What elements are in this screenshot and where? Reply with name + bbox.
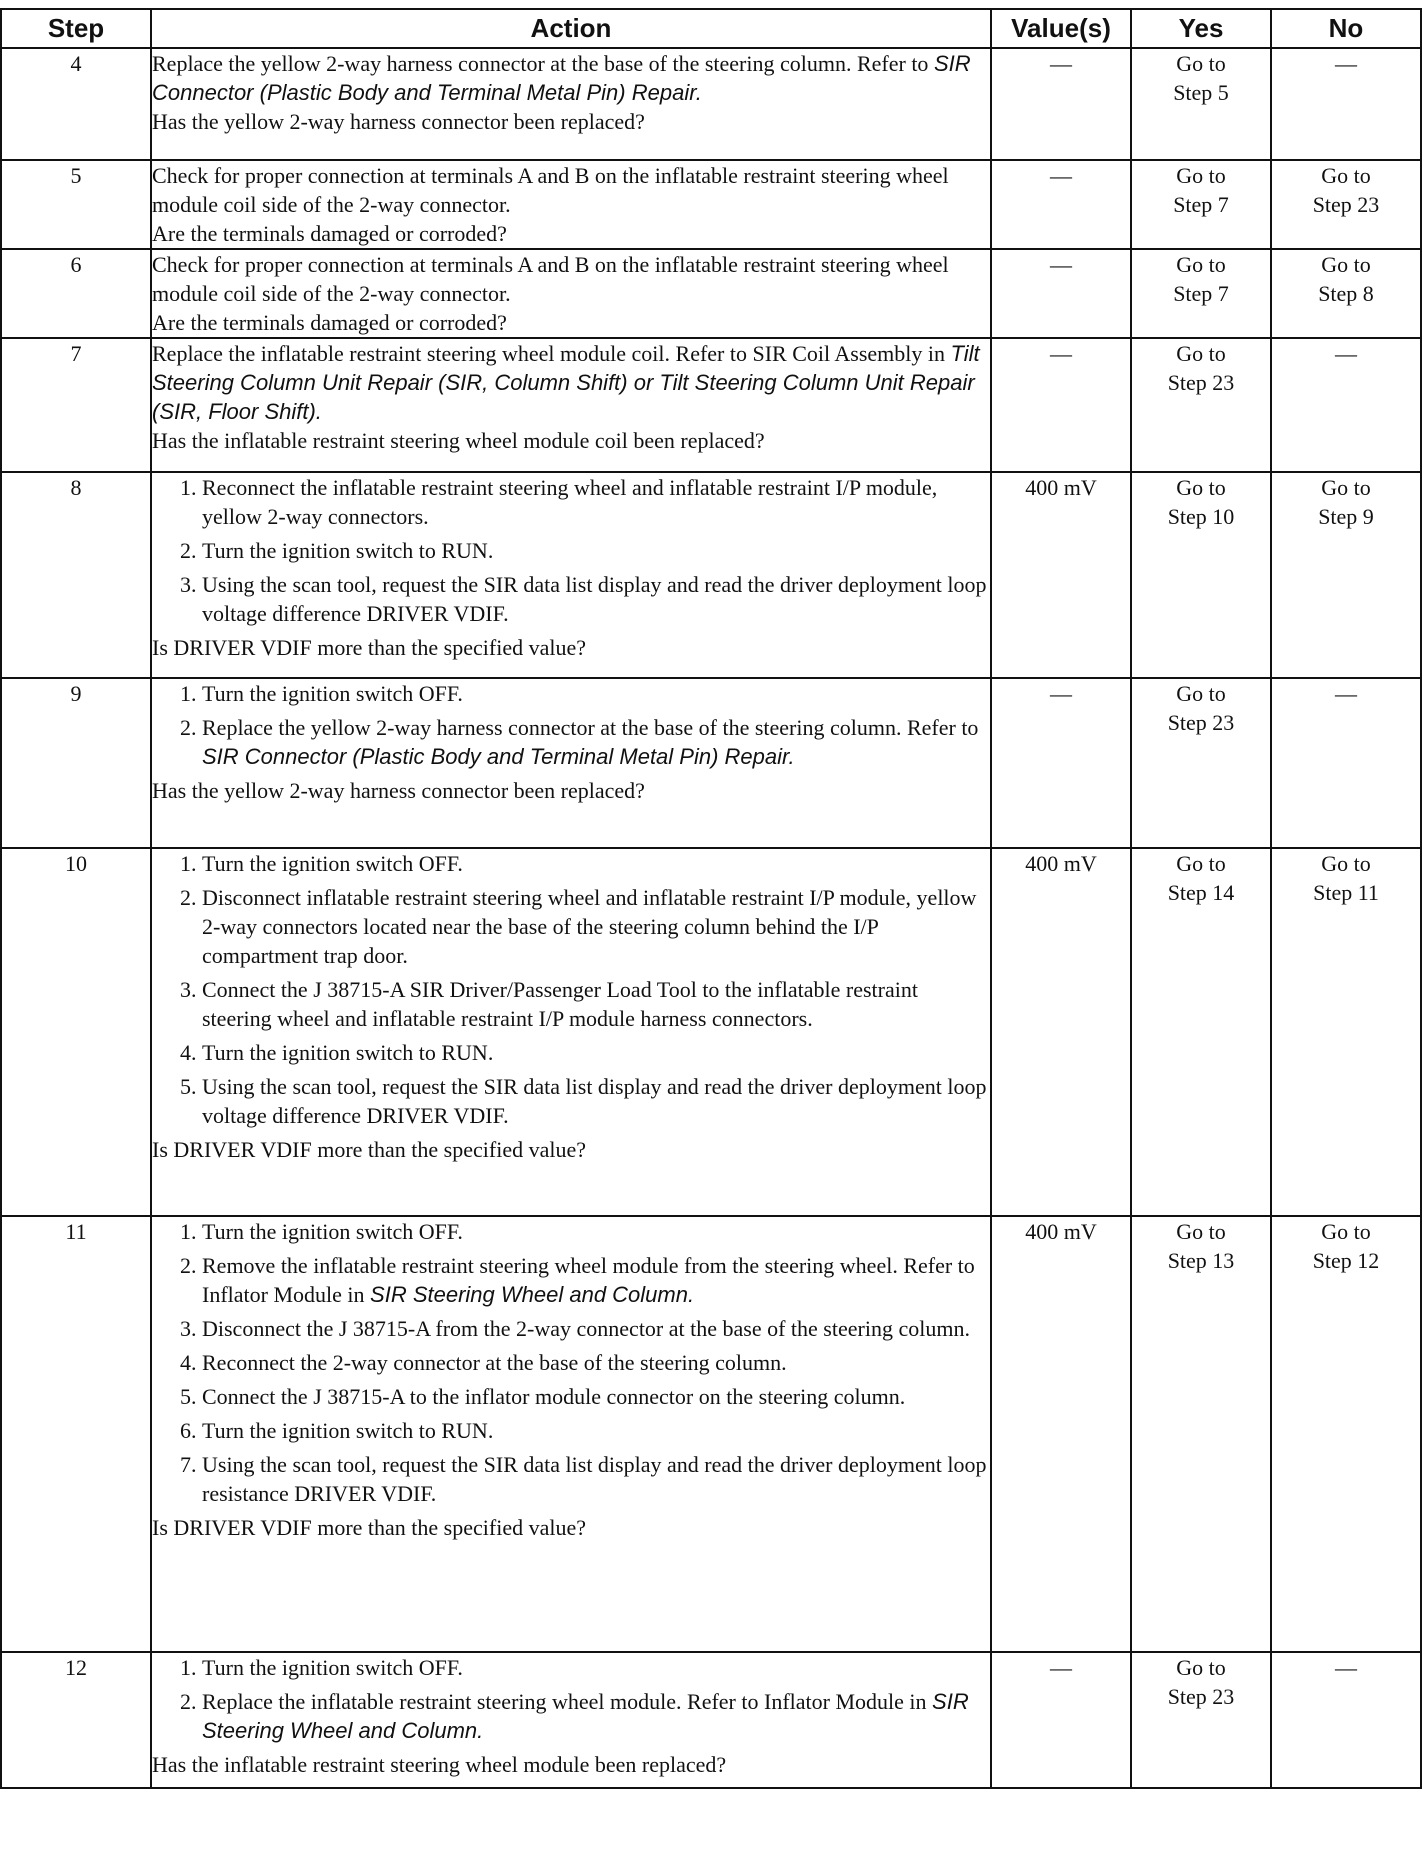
yes-cell: Go to Step 13 bbox=[1131, 1216, 1271, 1652]
yes-cell: Go to Step 7 bbox=[1131, 160, 1271, 249]
question-text: Has the inflatable restraint steering wheel module coil been replaced? bbox=[152, 428, 765, 453]
value-cell: — bbox=[991, 338, 1131, 472]
substep-item: 4. Reconnect the 2-way connector at the base of the steering column. bbox=[202, 1348, 990, 1377]
question-text: Has the inflatable restraint steering wheel module been replaced? bbox=[152, 1752, 727, 1777]
reference-link: SIR Steering Wheel and Column. bbox=[202, 1689, 969, 1743]
value-cell: 400 mV bbox=[991, 848, 1131, 1216]
question-text: Has the yellow 2-way harness connector been replaced? bbox=[152, 109, 645, 134]
reference-link: SIR Steering Wheel and Column. bbox=[370, 1282, 695, 1307]
substep-item: 3. Connect the J 38715-A SIR Driver/Passenger Load Tool to the inflatable restraint steering wheel and inflatable restraint I/P module harness connectors. bbox=[202, 975, 990, 1033]
question-text: Has the yellow 2-way harness connector been replaced? bbox=[152, 778, 645, 803]
reference-link: SIR Connector (Plastic Body and Terminal Metal Pin) Repair. bbox=[202, 744, 795, 769]
table-row bbox=[1, 338, 1421, 472]
substep-item: 6. Turn the ignition switch to RUN. bbox=[202, 1416, 990, 1445]
substep-item: 2. Replace the inflatable restraint steering wheel module. Refer to Inflator Module in SIR Steering Wheel and Column. bbox=[202, 1687, 990, 1745]
table-row bbox=[1, 1216, 1421, 1652]
step-number: 10 bbox=[1, 848, 151, 1216]
value-cell: 400 mV bbox=[991, 1216, 1131, 1652]
substep-list bbox=[152, 1217, 990, 1508]
value-cell: 400 mV bbox=[991, 472, 1131, 678]
action-cell bbox=[151, 848, 991, 1216]
no-cell: — bbox=[1271, 338, 1421, 472]
question-text: Is DRIVER VDIF more than the specified value? bbox=[152, 1137, 586, 1162]
action-text: Check for proper connection at terminals A and B on the inflatable restraint steering wheel module coil side of the 2-way connector. bbox=[152, 252, 949, 306]
no-cell: Go to Step 9 bbox=[1271, 472, 1421, 678]
value-cell: — bbox=[991, 678, 1131, 848]
header-values: Value(s) bbox=[991, 9, 1131, 48]
no-cell: Go to Step 11 bbox=[1271, 848, 1421, 1216]
header-yes: Yes bbox=[1131, 9, 1271, 48]
header-no: No bbox=[1271, 9, 1421, 48]
step-number: 9 bbox=[1, 678, 151, 848]
question-text: Are the terminals damaged or corroded? bbox=[152, 310, 507, 335]
substep-list bbox=[152, 473, 990, 628]
substep-item: 1. Reconnect the inflatable restraint steering wheel and inflatable restraint I/P module, yellow 2-way connectors. bbox=[202, 473, 990, 531]
table-row bbox=[1, 160, 1421, 249]
step-number: 11 bbox=[1, 1216, 151, 1652]
no-cell: Go to Step 23 bbox=[1271, 160, 1421, 249]
action-cell bbox=[151, 48, 991, 160]
substep-item: 3. Using the scan tool, request the SIR data list display and read the driver deployment loop voltage difference DRIVER VDIF. bbox=[202, 570, 990, 628]
action-cell bbox=[151, 249, 991, 338]
substep-item: 3. Disconnect the J 38715-A from the 2-way connector at the base of the steering column. bbox=[202, 1314, 990, 1343]
substep-item: 7. Using the scan tool, request the SIR data list display and read the driver deployment loop resistance DRIVER VDIF. bbox=[202, 1450, 990, 1508]
yes-cell: Go to Step 5 bbox=[1131, 48, 1271, 160]
yes-cell: Go to Step 14 bbox=[1131, 848, 1271, 1216]
value-cell: — bbox=[991, 160, 1131, 249]
no-cell: Go to Step 8 bbox=[1271, 249, 1421, 338]
header-step: Step bbox=[1, 9, 151, 48]
no-cell: Go to Step 12 bbox=[1271, 1216, 1421, 1652]
substep-item: 2. Disconnect inflatable restraint steering wheel and inflatable restraint I/P module, yellow 2-way connectors located near the base of the steering column behind the I/P compartment trap door. bbox=[202, 883, 990, 970]
substep-item: 1. Turn the ignition switch OFF. bbox=[202, 1653, 990, 1682]
table-row bbox=[1, 1652, 1421, 1788]
step-number: 7 bbox=[1, 338, 151, 472]
yes-cell: Go to Step 23 bbox=[1131, 338, 1271, 472]
step-number: 6 bbox=[1, 249, 151, 338]
step-number: 4 bbox=[1, 48, 151, 160]
table-row bbox=[1, 678, 1421, 848]
value-cell: — bbox=[991, 1652, 1131, 1788]
substep-item: 2. Replace the yellow 2-way harness connector at the base of the steering column. Refer to SIR Connector (Plastic Body and Terminal Metal Pin) Repair. bbox=[202, 713, 990, 771]
header-action: Action bbox=[151, 9, 991, 48]
substep-item: 1. Turn the ignition switch OFF. bbox=[202, 849, 990, 878]
diagnostic-steps-table bbox=[0, 8, 1422, 1789]
table-row bbox=[1, 472, 1421, 678]
question-text: Are the terminals damaged or corroded? bbox=[152, 221, 507, 246]
action-cell bbox=[151, 1652, 991, 1788]
yes-cell: Go to Step 23 bbox=[1131, 678, 1271, 848]
action-text: Check for proper connection at terminals A and B on the inflatable restraint steering wheel module coil side of the 2-way connector. bbox=[152, 163, 949, 217]
value-cell: — bbox=[991, 48, 1131, 160]
action-cell bbox=[151, 472, 991, 678]
action-cell bbox=[151, 678, 991, 848]
yes-cell: Go to Step 10 bbox=[1131, 472, 1271, 678]
substep-item: 5. Connect the J 38715-A to the inflator module connector on the steering column. bbox=[202, 1382, 990, 1411]
substep-item: 1. Turn the ignition switch OFF. bbox=[202, 1217, 990, 1246]
substep-item: 2. Turn the ignition switch to RUN. bbox=[202, 536, 990, 565]
substep-item: 1. Turn the ignition switch OFF. bbox=[202, 679, 990, 708]
substep-item: 5. Using the scan tool, request the SIR data list display and read the driver deployment loop voltage difference DRIVER VDIF. bbox=[202, 1072, 990, 1130]
action-text: Replace the yellow 2-way harness connector at the base of the steering column. Refer to bbox=[152, 51, 934, 76]
table-row bbox=[1, 48, 1421, 160]
action-cell bbox=[151, 1216, 991, 1652]
step-number: 8 bbox=[1, 472, 151, 678]
action-cell bbox=[151, 338, 991, 472]
table-row bbox=[1, 249, 1421, 338]
table-header-row bbox=[1, 9, 1421, 48]
action-cell bbox=[151, 160, 991, 249]
value-cell: — bbox=[991, 249, 1131, 338]
yes-cell: Go to Step 7 bbox=[1131, 249, 1271, 338]
reference-link: SIR Connector (Plastic Body and Terminal Metal Pin) Repair. bbox=[152, 51, 971, 105]
no-cell: — bbox=[1271, 48, 1421, 160]
no-cell: — bbox=[1271, 678, 1421, 848]
no-cell: — bbox=[1271, 1652, 1421, 1788]
substep-list bbox=[152, 679, 990, 771]
step-number: 12 bbox=[1, 1652, 151, 1788]
action-text: Replace the inflatable restraint steering wheel module coil. Refer to SIR Coil Assembly in bbox=[152, 341, 951, 366]
yes-cell: Go to Step 23 bbox=[1131, 1652, 1271, 1788]
reference-link: Tilt Steering Column Unit Repair (SIR, Column Shift) or Tilt Steering Column Unit Repair (SIR, Floor Shift). bbox=[152, 341, 980, 424]
question-text: Is DRIVER VDIF more than the specified value? bbox=[152, 635, 586, 660]
substep-list bbox=[152, 1653, 990, 1745]
substep-item: 4. Turn the ignition switch to RUN. bbox=[202, 1038, 990, 1067]
substep-list bbox=[152, 849, 990, 1130]
question-text: Is DRIVER VDIF more than the specified value? bbox=[152, 1515, 586, 1540]
table-row bbox=[1, 848, 1421, 1216]
step-number: 5 bbox=[1, 160, 151, 249]
substep-item: 2. Remove the inflatable restraint steering wheel module from the steering wheel. Refer to Inflator Module in SIR Steering Wheel and Column. bbox=[202, 1251, 990, 1309]
